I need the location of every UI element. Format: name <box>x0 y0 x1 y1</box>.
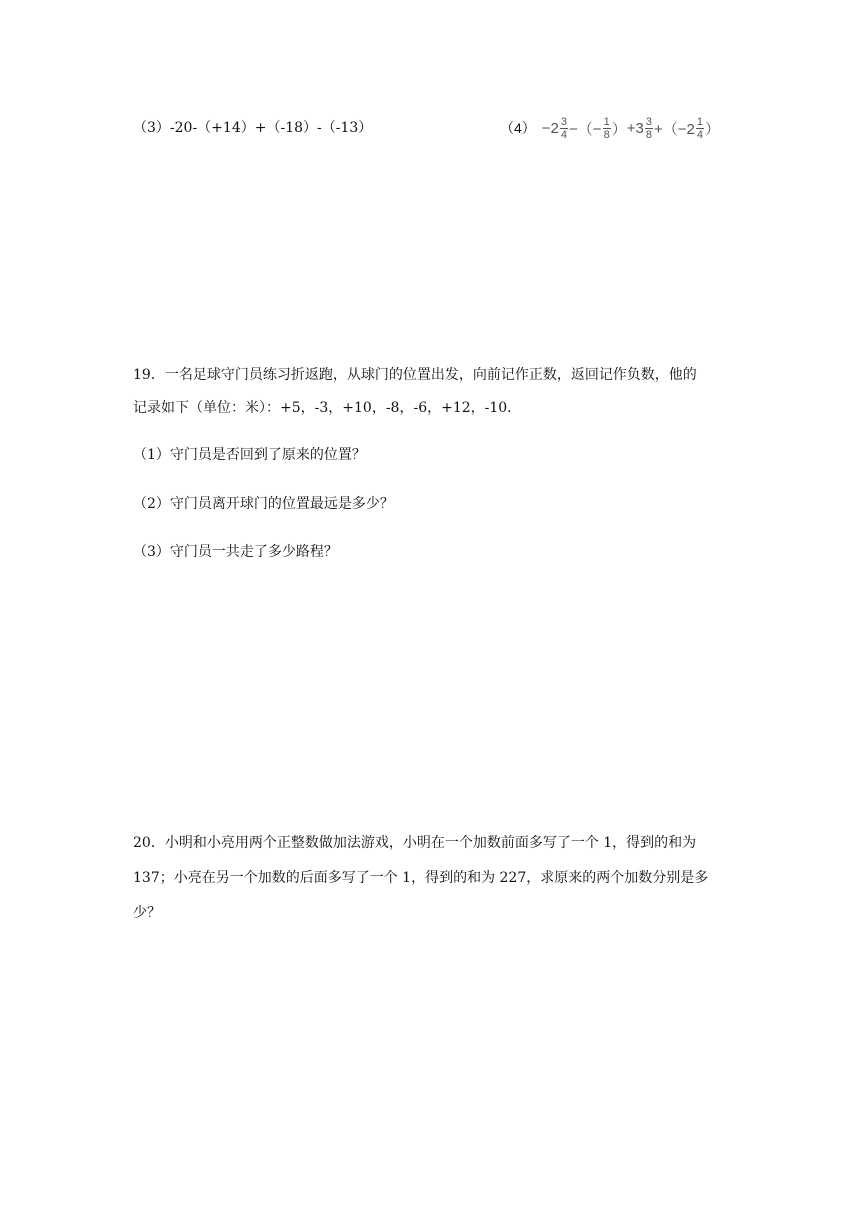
q20-stem-line1: 20．小明和小亮用两个正整数做加法游戏，小明在一个加数前面多写了一个 1，得到的和为 <box>133 835 697 851</box>
term3-numerator: 3 <box>645 115 652 128</box>
term2-denominator: 8 <box>603 128 610 141</box>
term3-fraction <box>645 116 653 141</box>
q19-sub3: （3）守门员一共走了多少路程？ <box>133 544 338 560</box>
term2-fraction <box>603 116 611 141</box>
term1-fraction <box>560 116 568 141</box>
term1-denominator: 4 <box>560 128 568 141</box>
q18-part3: （3）-20-（+14）+（-18）-（-13） <box>133 120 373 136</box>
q18-part4 <box>500 108 720 148</box>
term3-denominator: 8 <box>645 128 652 141</box>
q19-stem-line1: 19．一名足球守门员练习折返跑，从球门的位置出发，向前记作正数，返回记作负数，他的 <box>133 367 697 383</box>
term3-whole: +3 <box>626 119 644 137</box>
q20-stem-line3: 少？ <box>133 905 161 921</box>
q19-sub1: （1）守门员是否回到了原来的位置？ <box>133 447 366 463</box>
term1-whole: −2 <box>541 119 559 137</box>
term4-open: +（−2 <box>653 120 695 138</box>
q18-part4-label: （4） <box>500 120 536 136</box>
term4-numerator: 1 <box>696 115 703 128</box>
q20-stem-line2: 137；小亮在另一个加数的后面多写了一个 1，得到的和为 227，求原来的两个加数分别是多 <box>133 870 709 886</box>
q19-sub2: （2）守门员离开球门的位置最远是多少？ <box>133 496 394 512</box>
q19-stem-line2: 记录如下（单位：米）：+5，-3，+10，-8，-6，+12，-10． <box>133 400 522 416</box>
term2-numerator: 1 <box>603 115 610 128</box>
term4-close: ） <box>704 120 720 138</box>
term1-numerator: 3 <box>560 115 568 128</box>
term2-close: ） <box>611 120 627 138</box>
term4-fraction <box>696 116 704 141</box>
q18-part4-expression <box>542 116 720 141</box>
term2-open: −（− <box>569 120 602 138</box>
term4-denominator: 4 <box>696 128 703 141</box>
